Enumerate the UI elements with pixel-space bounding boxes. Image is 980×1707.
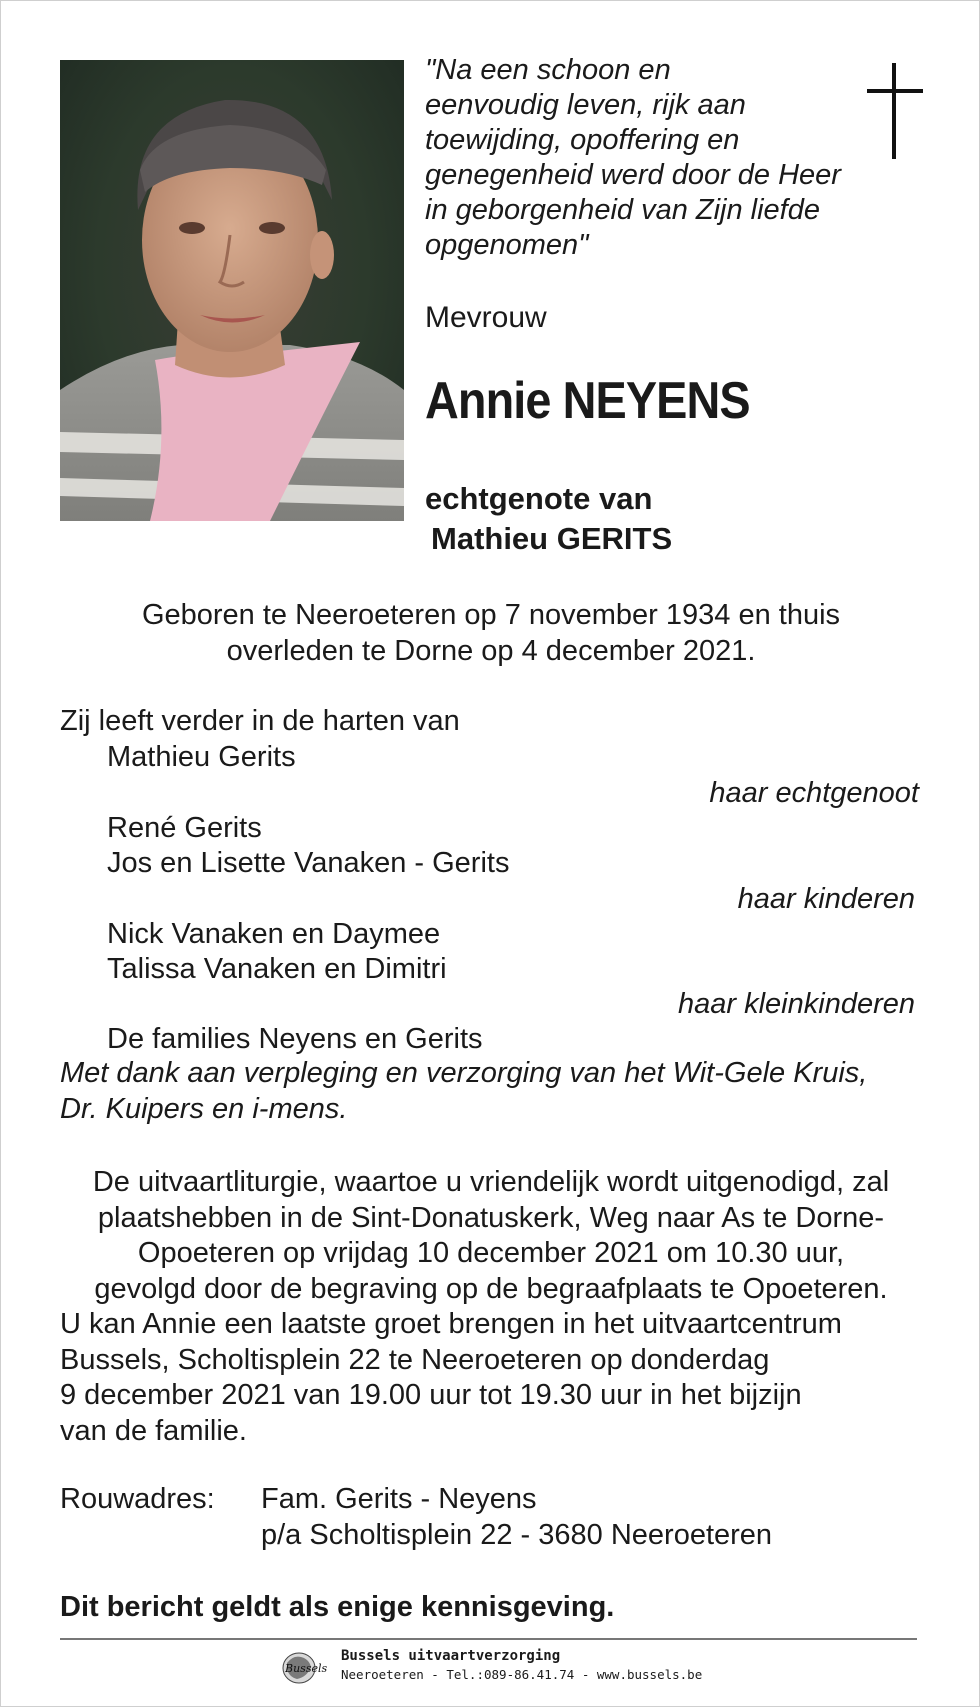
funeral-line: Opoeteren op vrijdag 10 december 2021 om 10.30 uur,	[137, 1237, 845, 1269]
honorific: Mevrouw	[425, 301, 547, 334]
birth-death-line: Geboren te Neeroeteren op 7 november 1934 en thuis	[141, 599, 841, 631]
quote-line: eenvoudig leven, rijk aan	[425, 89, 746, 121]
spouse-name: Mathieu GERITS	[431, 521, 673, 556]
logo-text: Bussels	[285, 1662, 328, 1675]
thanks-line: Met dank aan verpleging en verzorging van het Wit-Gele Kruis,	[60, 1057, 868, 1089]
address-line: p/a Scholtisplein 22 - 3680 Neeroeteren	[261, 1519, 773, 1551]
cross-icon	[867, 63, 923, 159]
survivor-grandchild: Talissa Vanaken en Dimitri	[107, 953, 447, 985]
quote-line: toewijding, opoffering en	[425, 124, 740, 156]
footer-divider	[60, 1638, 917, 1640]
quote-line: in geborgenheid van Zijn liefde	[425, 194, 820, 226]
survivor-child: Jos en Lisette Vanaken - Gerits	[107, 847, 510, 879]
address-line: Fam. Gerits - Neyens	[261, 1483, 537, 1515]
funeral-line: U kan Annie een laatste groet brengen in het uitvaartcentrum	[60, 1308, 842, 1340]
survivors-intro: Zij leeft verder in de harten van	[60, 705, 460, 737]
survivor-spouse: Mathieu Gerits	[107, 741, 296, 773]
birth-death-text	[60, 597, 922, 669]
funeral-line: 9 december 2021 van 19.00 uur tot 19.30 uur in het bijzijn	[60, 1379, 802, 1411]
relation-children: haar kinderen	[737, 883, 915, 915]
quote-line: "Na een schoon en	[425, 54, 671, 86]
quote-line: opgenomen"	[425, 229, 589, 261]
funeral-line: gevolgd door de begraving op de begraafplaats te Opoeteren.	[94, 1272, 888, 1305]
birth-death-line: overleden te Dorne op 4 december 2021.	[226, 635, 756, 667]
survivor-grandchild: Nick Vanaken en Daymee	[107, 918, 441, 950]
portrait-photo	[60, 60, 404, 521]
funeral-details	[60, 1165, 922, 1449]
quote-line: genegenheid werd door de Heer	[425, 159, 841, 191]
funeral-line: De uitvaartliturgie, waartoe u vriendelijk wordt uitgenodigd, zal	[92, 1166, 890, 1198]
portrait-illustration	[60, 60, 404, 521]
funeral-line: van de familie.	[60, 1414, 247, 1447]
address-label: Rouwadres:	[60, 1483, 215, 1515]
deceased-name: Annie NEYENS	[425, 372, 750, 430]
memorial-quote	[425, 53, 895, 263]
relation-spouse: haar echtgenoot	[709, 777, 919, 809]
relation-grandchildren: haar kleinkinderen	[678, 988, 915, 1020]
thanks-text	[60, 1055, 867, 1127]
bussels-logo	[279, 1651, 331, 1687]
thanks-line: Dr. Kuipers en i-mens.	[60, 1093, 348, 1125]
company-name: Bussels uitvaartverzorging	[341, 1648, 561, 1664]
survivor-child: René Gerits	[107, 812, 262, 844]
funeral-line: plaatshebben in de Sint-Donatuskerk, Weg naar As te Dorne-	[97, 1201, 885, 1234]
company-contact: Neeroeteren - Tel.:089-86.41.74 - www.bussels.be	[341, 1667, 703, 1682]
survivor-families: De families Neyens en Gerits	[107, 1023, 483, 1055]
notice-text: Dit bericht geldt als enige kennisgeving.	[60, 1591, 615, 1623]
spouse-label: echtgenote van	[425, 481, 653, 516]
funeral-line: Bussels, Scholtisplein 22 te Neeroeteren op donderdag	[60, 1343, 770, 1376]
